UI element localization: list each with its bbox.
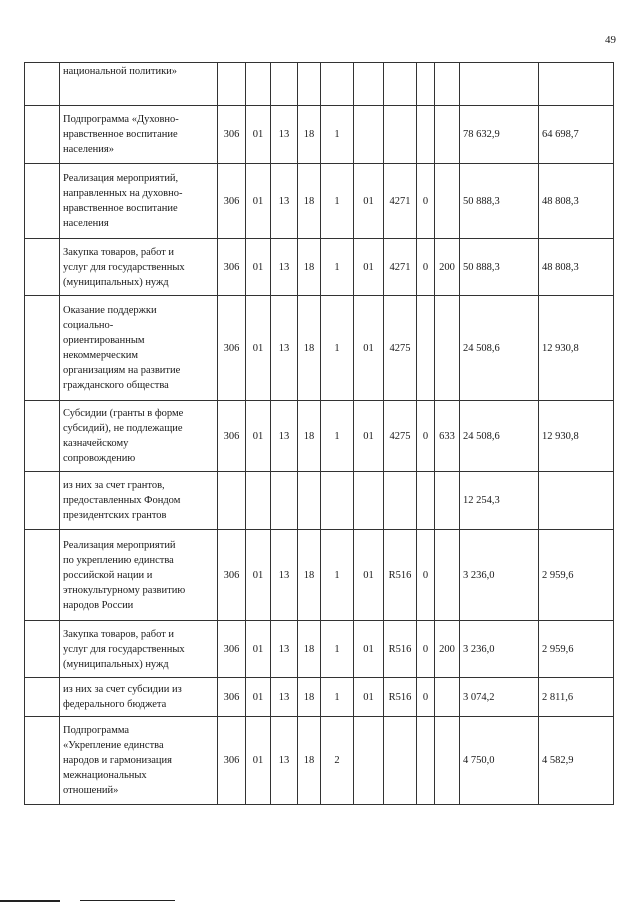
section-code-cell bbox=[246, 63, 271, 106]
table-row bbox=[25, 296, 614, 401]
program-code-cell: 18 bbox=[298, 717, 321, 805]
table-row bbox=[25, 164, 614, 239]
admin-code-cell: 306 bbox=[218, 239, 246, 296]
item-name-cell bbox=[60, 530, 218, 621]
direction-code-cell: 4275 bbox=[384, 401, 417, 472]
table-row bbox=[25, 717, 614, 805]
amount-2020-cell: 2 959,6 bbox=[539, 621, 614, 678]
admin-code-cell bbox=[218, 472, 246, 530]
sub-code-cell: 0 bbox=[417, 239, 435, 296]
item-name-cell bbox=[60, 63, 218, 106]
section-code-cell: 01 bbox=[246, 106, 271, 164]
subsection-code-cell: 13 bbox=[271, 164, 298, 239]
section-code-cell: 01 bbox=[246, 678, 271, 717]
amount-2019-cell: 4 750,0 bbox=[460, 717, 539, 805]
item-name: из них за счет грантов, предоставленных Фондом президентских грантов bbox=[63, 480, 181, 521]
item-name: Закупка товаров, работ и услуг для государственных (муниципальных) нужд bbox=[63, 246, 185, 288]
item-name: Подпрограмма «Духовно- нравственное воспитание населения» bbox=[63, 114, 179, 155]
program-code-cell: 18 bbox=[298, 239, 321, 296]
amount-2020-cell: 48 808,3 bbox=[539, 239, 614, 296]
expense-type-code-cell bbox=[435, 530, 460, 621]
expense-type-code-cell bbox=[435, 472, 460, 530]
subsection-code-cell: 13 bbox=[271, 530, 298, 621]
admin-code-cell: 306 bbox=[218, 678, 246, 717]
row-number-cell bbox=[25, 472, 60, 530]
section-code-cell: 01 bbox=[246, 164, 271, 239]
subprogram-code-cell bbox=[321, 472, 354, 530]
sub-code-cell: 0 bbox=[417, 678, 435, 717]
program-code-cell: 18 bbox=[298, 621, 321, 678]
amount-2020-cell: 2 811,6 bbox=[539, 678, 614, 717]
subprogram-code-cell: 2 bbox=[321, 717, 354, 805]
subsection-code-cell: 13 bbox=[271, 401, 298, 472]
subsection-code-cell: 13 bbox=[271, 621, 298, 678]
section-code-cell: 01 bbox=[246, 296, 271, 401]
event-code-cell: 01 bbox=[354, 239, 384, 296]
section-code-cell: 01 bbox=[246, 401, 271, 472]
row-number-cell bbox=[25, 164, 60, 239]
amount-2020-cell bbox=[539, 472, 614, 530]
row-number-cell bbox=[25, 621, 60, 678]
item-name: Субсидии (гранты в форме субсидий), не подлежащие казначейскому сопровождению bbox=[63, 408, 184, 464]
subprogram-code-cell: 1 bbox=[321, 296, 354, 401]
scan-artifact bbox=[80, 900, 175, 901]
amount-2019-cell: 50 888,3 bbox=[460, 164, 539, 239]
item-name-cell bbox=[60, 717, 218, 805]
amount-2019-cell: 3 074,2 bbox=[460, 678, 539, 717]
program-code-cell: 18 bbox=[298, 296, 321, 401]
expense-type-code-cell: 633 bbox=[435, 401, 460, 472]
subsection-code-cell: 13 bbox=[271, 678, 298, 717]
table-row bbox=[25, 239, 614, 296]
admin-code-cell bbox=[218, 63, 246, 106]
sub-code-cell bbox=[417, 106, 435, 164]
row-number-cell bbox=[25, 530, 60, 621]
admin-code-cell: 306 bbox=[218, 530, 246, 621]
sub-code-cell bbox=[417, 472, 435, 530]
item-name: Реализация мероприятий, направленных на духовно- нравственное воспитание населения bbox=[63, 173, 183, 229]
admin-code-cell: 306 bbox=[218, 296, 246, 401]
direction-code-cell: R516 bbox=[384, 621, 417, 678]
event-code-cell: 01 bbox=[354, 401, 384, 472]
amount-2020-cell: 12 930,8 bbox=[539, 401, 614, 472]
row-number-cell bbox=[25, 63, 60, 106]
subsection-code-cell bbox=[271, 63, 298, 106]
program-code-cell bbox=[298, 63, 321, 106]
direction-code-cell bbox=[384, 472, 417, 530]
item-name-cell bbox=[60, 472, 218, 530]
sub-code-cell: 0 bbox=[417, 164, 435, 239]
program-code-cell: 18 bbox=[298, 678, 321, 717]
direction-code-cell: 4275 bbox=[384, 296, 417, 401]
admin-code-cell: 306 bbox=[218, 401, 246, 472]
row-number-cell bbox=[25, 296, 60, 401]
subprogram-code-cell: 1 bbox=[321, 530, 354, 621]
program-code-cell: 18 bbox=[298, 164, 321, 239]
amount-2019-cell bbox=[460, 63, 539, 106]
program-code-cell bbox=[298, 472, 321, 530]
budget-table bbox=[24, 62, 614, 805]
section-code-cell: 01 bbox=[246, 239, 271, 296]
subprogram-code-cell bbox=[321, 63, 354, 106]
row-number-cell bbox=[25, 717, 60, 805]
event-code-cell: 01 bbox=[354, 621, 384, 678]
row-number-cell bbox=[25, 401, 60, 472]
sub-code-cell bbox=[417, 63, 435, 106]
row-number-cell bbox=[25, 678, 60, 717]
event-code-cell: 01 bbox=[354, 296, 384, 401]
event-code-cell: 01 bbox=[354, 164, 384, 239]
program-code-cell: 18 bbox=[298, 106, 321, 164]
expense-type-code-cell bbox=[435, 296, 460, 401]
item-name-cell bbox=[60, 296, 218, 401]
amount-2020-cell bbox=[539, 63, 614, 106]
row-number-cell bbox=[25, 106, 60, 164]
table-row bbox=[25, 63, 614, 106]
direction-code-cell: 4271 bbox=[384, 239, 417, 296]
amount-2019-cell: 24 508,6 bbox=[460, 296, 539, 401]
item-name-cell bbox=[60, 239, 218, 296]
table-body bbox=[25, 63, 614, 805]
sub-code-cell: 0 bbox=[417, 621, 435, 678]
subsection-code-cell: 13 bbox=[271, 717, 298, 805]
expense-type-code-cell bbox=[435, 678, 460, 717]
subsection-code-cell bbox=[271, 472, 298, 530]
item-name: Закупка товаров, работ и услуг для государственных (муниципальных) нужд bbox=[63, 628, 185, 670]
sub-code-cell bbox=[417, 717, 435, 805]
subprogram-code-cell: 1 bbox=[321, 678, 354, 717]
event-code-cell bbox=[354, 472, 384, 530]
item-name: национальной политики» bbox=[63, 66, 178, 77]
item-name: Подпрограмма «Укрепление единства народов и гармонизация межнациональных отношений» bbox=[63, 725, 172, 796]
amount-2020-cell: 4 582,9 bbox=[539, 717, 614, 805]
admin-code-cell: 306 bbox=[218, 106, 246, 164]
amount-2020-cell: 12 930,8 bbox=[539, 296, 614, 401]
direction-code-cell: R516 bbox=[384, 678, 417, 717]
expense-type-code-cell bbox=[435, 164, 460, 239]
subprogram-code-cell: 1 bbox=[321, 164, 354, 239]
table-row bbox=[25, 678, 614, 717]
sub-code-cell bbox=[417, 296, 435, 401]
section-code-cell: 01 bbox=[246, 717, 271, 805]
program-code-cell: 18 bbox=[298, 530, 321, 621]
item-name: Реализация мероприятий по укреплению единства российской нации и этнокультурному развитию народов России bbox=[63, 539, 186, 611]
item-name: Оказание поддержки социально- ориентированным некоммерческим организациям на развитие гражданского общества bbox=[63, 305, 181, 391]
admin-code-cell: 306 bbox=[218, 621, 246, 678]
subsection-code-cell: 13 bbox=[271, 106, 298, 164]
event-code-cell bbox=[354, 63, 384, 106]
event-code-cell: 01 bbox=[354, 678, 384, 717]
amount-2019-cell: 78 632,9 bbox=[460, 106, 539, 164]
expense-type-code-cell: 200 bbox=[435, 239, 460, 296]
amount-2019-cell: 24 508,6 bbox=[460, 401, 539, 472]
direction-code-cell bbox=[384, 717, 417, 805]
direction-code-cell bbox=[384, 106, 417, 164]
item-name-cell bbox=[60, 164, 218, 239]
admin-code-cell: 306 bbox=[218, 717, 246, 805]
subsection-code-cell: 13 bbox=[271, 239, 298, 296]
amount-2019-cell: 12 254,3 bbox=[460, 472, 539, 530]
row-number-cell bbox=[25, 239, 60, 296]
subprogram-code-cell: 1 bbox=[321, 106, 354, 164]
section-code-cell: 01 bbox=[246, 530, 271, 621]
expense-type-code-cell bbox=[435, 106, 460, 164]
direction-code-cell bbox=[384, 63, 417, 106]
item-name-cell bbox=[60, 401, 218, 472]
item-name: из них за счет субсидии из федерального бюджета bbox=[63, 684, 182, 710]
sub-code-cell: 0 bbox=[417, 530, 435, 621]
direction-code-cell: 4271 bbox=[384, 164, 417, 239]
event-code-cell bbox=[354, 106, 384, 164]
expense-type-code-cell bbox=[435, 63, 460, 106]
table-row bbox=[25, 621, 614, 678]
subprogram-code-cell: 1 bbox=[321, 239, 354, 296]
section-code-cell bbox=[246, 472, 271, 530]
table-row bbox=[25, 106, 614, 164]
amount-2019-cell: 3 236,0 bbox=[460, 530, 539, 621]
subprogram-code-cell: 1 bbox=[321, 621, 354, 678]
scan-artifact bbox=[0, 900, 60, 902]
expense-type-code-cell bbox=[435, 717, 460, 805]
table-row bbox=[25, 530, 614, 621]
item-name-cell bbox=[60, 106, 218, 164]
subprogram-code-cell: 1 bbox=[321, 401, 354, 472]
event-code-cell bbox=[354, 717, 384, 805]
item-name-cell bbox=[60, 678, 218, 717]
page-number: 49 bbox=[605, 34, 616, 46]
table-row bbox=[25, 401, 614, 472]
amount-2020-cell: 48 808,3 bbox=[539, 164, 614, 239]
subsection-code-cell: 13 bbox=[271, 296, 298, 401]
amount-2020-cell: 64 698,7 bbox=[539, 106, 614, 164]
program-code-cell: 18 bbox=[298, 401, 321, 472]
item-name-cell bbox=[60, 621, 218, 678]
table-row bbox=[25, 472, 614, 530]
amount-2020-cell: 2 959,6 bbox=[539, 530, 614, 621]
amount-2019-cell: 3 236,0 bbox=[460, 621, 539, 678]
section-code-cell: 01 bbox=[246, 621, 271, 678]
event-code-cell: 01 bbox=[354, 530, 384, 621]
expense-type-code-cell: 200 bbox=[435, 621, 460, 678]
amount-2019-cell: 50 888,3 bbox=[460, 239, 539, 296]
admin-code-cell: 306 bbox=[218, 164, 246, 239]
sub-code-cell: 0 bbox=[417, 401, 435, 472]
direction-code-cell: R516 bbox=[384, 530, 417, 621]
